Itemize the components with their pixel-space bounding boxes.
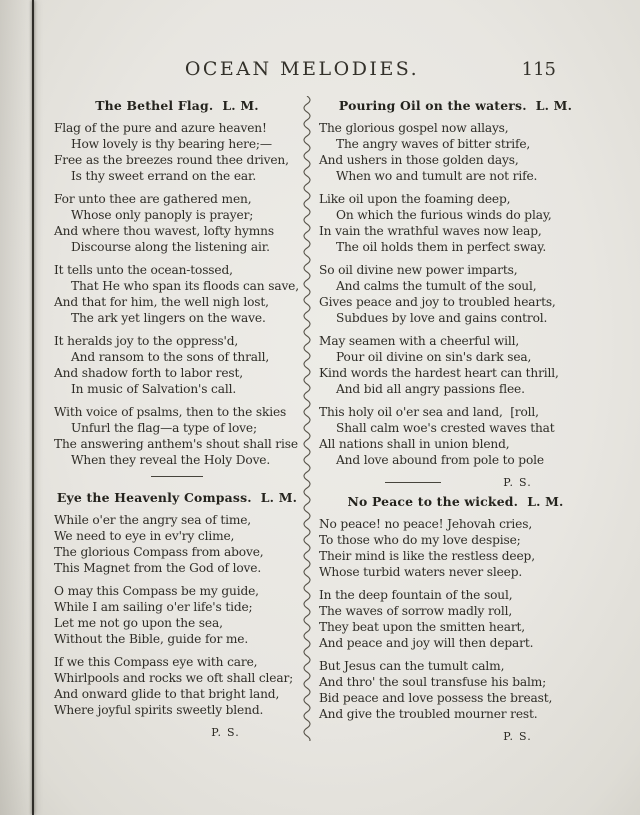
verse-line: In the deep fountain of the soul, (319, 588, 513, 602)
stanza (319, 516, 592, 580)
verse-line: Without the Bible, guide for me. (54, 632, 249, 646)
verse-line: While o'er the angry sea of time, (54, 513, 252, 527)
verse-line: When wo and tumult are not rife. (336, 169, 538, 183)
stanza (54, 583, 300, 647)
hymn-title (319, 98, 592, 114)
verse-line: The waves of sorrow madly roll, (319, 604, 513, 618)
verse-line: Whose only panoply is prayer; (71, 208, 254, 222)
stanza (319, 191, 592, 255)
stanza (319, 587, 592, 651)
verse-line: Subdues by love and gains control. (336, 311, 548, 325)
verse-line: It tells unto the ocean-tossed, (54, 263, 233, 277)
hymn-meter: L. M. (222, 98, 259, 113)
hymn-title (319, 494, 592, 510)
page-header (0, 58, 640, 86)
stanza (54, 191, 300, 255)
verse-line: With voice of psalms, then to the skies (54, 405, 287, 419)
verse-line: Bid peace and love possess the breast, (319, 691, 553, 705)
verse-line: Is thy sweet errand on the ear. (71, 169, 257, 183)
hymn-meter: L. M. (527, 494, 564, 509)
verse-line: This Magnet from the God of love. (54, 561, 262, 575)
hymn-title-text: Pouring Oil on the waters. (338, 98, 527, 113)
stanza (54, 512, 300, 576)
verse-line: Their mind is like the restless deep, (319, 549, 535, 563)
page-title: OCEAN MELODIES. (184, 58, 420, 80)
stanza (319, 404, 592, 468)
hymn-title-text: No Peace to the wicked. (347, 494, 519, 509)
verse-line: No peace! no peace! Jehovah cries, (319, 517, 533, 531)
verse-line: In music of Salvation's call. (71, 382, 237, 396)
hymn-title (54, 98, 300, 114)
hymn-footer (319, 729, 592, 744)
verse-line: And calms the tumult of the soul, (336, 279, 537, 293)
verse-line: Whose turbid waters never sleep. (319, 565, 523, 579)
verse-line: And love abound from pole to pole (336, 453, 544, 467)
verse-line: They beat upon the smitten heart, (319, 620, 525, 634)
stanza (54, 333, 300, 397)
stanza (319, 262, 592, 326)
verse-line: For unto thee are gathered men, (54, 192, 252, 206)
verse-line: But Jesus can the tumult calm, (319, 659, 505, 673)
verse-line: Unfurl the flag—a type of love; (71, 421, 257, 435)
verse-line: So oil divine new power imparts, (319, 263, 518, 277)
column-divider-squiggle (301, 96, 313, 741)
hymn-title-text: Eye the Heavenly Compass. (56, 490, 252, 505)
hymn-meter: L. M. (260, 490, 298, 505)
verse-line: And where thou wavest, lofty hymns (54, 224, 274, 238)
verse-line: All nations shall in union blend, (319, 437, 510, 451)
squiggle-path (304, 96, 310, 741)
hymn-meter: L. M. (535, 98, 573, 113)
verse-line: Discourse along the listening air. (71, 240, 270, 254)
footer-rule-line (385, 482, 441, 483)
stanza (54, 404, 300, 468)
verse-line: We need to eye in ev'ry clime, (54, 529, 235, 543)
verse-line: Where joyful spirits sweetly blend. (54, 703, 264, 717)
verse-line: The angry waves of bitter strife, (336, 137, 531, 151)
hymn-title (54, 490, 300, 506)
stanza (54, 120, 300, 184)
verse-line: And shadow forth to labor rest, (54, 366, 243, 380)
verse-line: And ushers in those golden days, (319, 153, 519, 167)
verse-line: Like oil upon the foaming deep, (319, 192, 511, 206)
left-column (54, 96, 300, 744)
page-edge-shadow (0, 0, 30, 815)
verse-line: And peace and joy will then depart. (319, 636, 534, 650)
stanza (319, 333, 592, 397)
verse-line: Kind words the hardest heart can thrill, (319, 366, 559, 380)
verse-line: And ransom to the sons of thrall, (71, 350, 270, 364)
verse-line: The glorious Compass from above, (54, 545, 264, 559)
verse-line: And onward glide to that bright land, (54, 687, 280, 701)
verse-line: How lovely is thy bearing here;— (71, 137, 272, 151)
verse-line: When they reveal the Holy Dove. (71, 453, 271, 467)
verse-line: And bid all angry passions flee. (336, 382, 525, 396)
ps-label: P. S. (503, 476, 532, 489)
verse-line: While I am sailing o'er life's tide; (54, 600, 253, 614)
hymn-footer (54, 725, 300, 740)
section-rule (151, 476, 203, 477)
verse-line: It heralds joy to the oppress'd, (54, 334, 239, 348)
hymn-footer (319, 475, 592, 490)
verse-line: And give the troubled mourner rest. (319, 707, 538, 721)
verse-line: Shall calm woe's crested waves that (336, 421, 555, 435)
verse-line: Let me not go upon the sea, (54, 616, 223, 630)
ps-label: P. S. (211, 726, 240, 739)
verse-line: The oil holds them in perfect sway. (336, 240, 547, 254)
verse-line: The answering anthem's shout shall rise (54, 437, 298, 451)
verse-line: And thro' the soul transfuse his balm; (319, 675, 547, 689)
stanza (319, 120, 592, 184)
columns-container (54, 96, 592, 748)
verse-line: Free as the breezes round thee driven, (54, 153, 289, 167)
verse-line: May seamen with a cheerful will, (319, 334, 520, 348)
verse-line: This holy oil o'er sea and land, [roll, (319, 405, 539, 419)
verse-line: Pour oil divine on sin's dark sea, (336, 350, 532, 364)
verse-line: Flag of the pure and azure heaven! (54, 121, 267, 135)
verse-line: And that for him, the well nigh lost, (54, 295, 269, 309)
verse-line: The ark yet lingers on the wave. (71, 311, 266, 325)
page-number: 115 (521, 59, 556, 80)
verse-line: O may this Compass be my guide, (54, 584, 259, 598)
verse-line: If we this Compass eye with care, (54, 655, 258, 669)
verse-line: Whirlpools and rocks we oft shall clear; (54, 671, 294, 685)
stanza (319, 658, 592, 722)
ps-label: P. S. (503, 730, 532, 743)
verse-line: To those who do my love despise; (319, 533, 521, 547)
stanza (54, 262, 300, 326)
verse-line: That He who span its floods can save, (71, 279, 299, 293)
stanza (54, 654, 300, 718)
verse-line: On which the furious winds do play, (336, 208, 552, 222)
verse-line: In vain the wrathful waves now leap, (319, 224, 542, 238)
right-column (314, 96, 592, 748)
page-gutter-line (32, 0, 34, 815)
verse-line: The glorious gospel now allays, (319, 121, 509, 135)
hymn-title-text: The Bethel Flag. (95, 98, 214, 113)
verse-line: Gives peace and joy to troubled hearts, (319, 295, 556, 309)
